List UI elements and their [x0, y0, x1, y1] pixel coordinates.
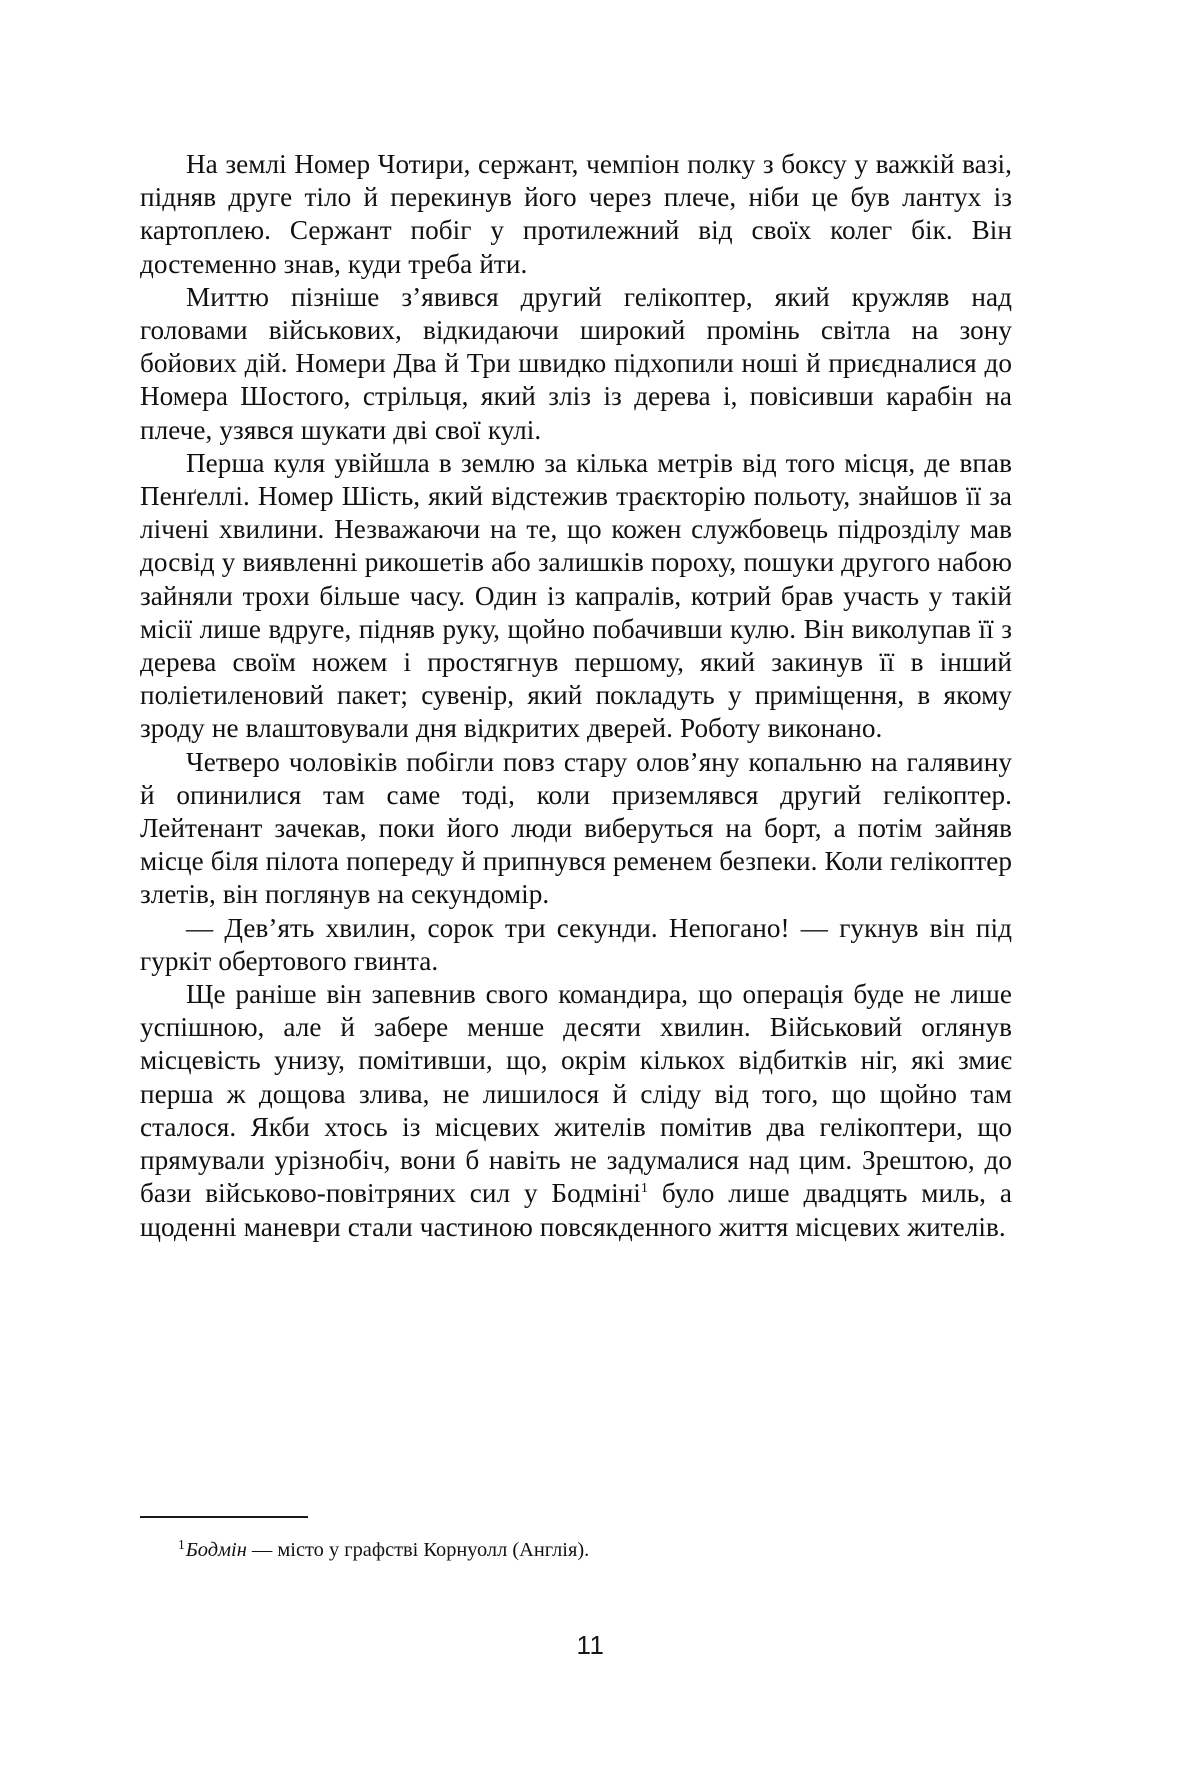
paragraph-3: Перша куля увійшла в землю за кілька метрів від того місця, де впав Пенґеллі. Номер Шість, який відстежив траєкторію польоту, знайшов її за лічені хвилини. Незважаючи на те, що кожен службовець підрозділу мав досвід у виявленні рикошетів або залишків пороху, пошуки другого набою зайняли трохи більше часу. Один із капралів, котрий брав участь у такій місії лише вдруге, підняв руку, щойно побачивши кулю. Він виколупав її з дерева своїм ножем і простягнув першому, який закинув її в інший поліетиленовий пакет; сувенір, який покладуть у приміщення, в якому зроду не влаштовували дня відкритих дверей. Роботу виконано. — [140, 447, 1012, 744]
paragraph-6 — [140, 978, 1012, 1244]
body-text-block — [140, 148, 1012, 1244]
footnote-text: — місто у графстві Корнуолл (Англія). — [246, 1539, 590, 1561]
footnote-zone — [140, 1516, 1012, 1563]
page-number: 11 — [576, 1630, 605, 1660]
paragraph-2: Миттю пізніше з’явився другий гелікоптер, який кружляв над головами військових, відкидаючи широкий промінь світла на зону бойових дій. Номери Два й Три швидко підхопили ноші й приєдналися до Номера Шостого, стрільця, який зліз із дерева і, повісивши карабін на плече, узявся шукати дві свої кулі. — [140, 281, 1012, 445]
paragraph-5-dialogue: — Дев’ять хвилин, сорок три секунди. Непогано! — гукнув він під гуркіт обертового гвинта. — [140, 912, 1012, 976]
paragraph-6-text-after-ref: було лише двадцять миль, а щоденні маневри стали частиною повсякденного життя місцевих жителів. — [140, 1178, 1012, 1242]
footnote-entry — [140, 1532, 1012, 1563]
paragraph-4: Четверо чоловіків побігли повз стару олов’яну копальню на галявину й опинилися там саме тоді, коли приземлявся другий гелікоптер. Лейтенант зачекав, поки його люди виберуться на борт, а потім зайняв місце біля пілота попереду й припнувся ременем безпеки. Коли гелікоптер злетів, він поглянув на секундомір. — [140, 746, 1012, 910]
paragraph-6-text-before-ref: Ще раніше він запевнив свого командира, що операція буде не лише успішною, але й забере менше десяти хвилин. Військовий оглянув місцевість унизу, помітивши, що, окрім кількох відбитків ніг, які змиє перша ж дощова злива, не лишилося й сліду від того, що щойно там сталося. Якби хтось із місцевих жителів помітив два гелікоптери, що прямували урізнобіч, вони б навіть не задумалися над цим. Зрештою, до бази військово-повітряних сил у Бодміні — [140, 979, 1012, 1209]
footnote-reference-marker[interactable]: 1 — [640, 1180, 649, 1197]
footnote-marker: 1 — [178, 1537, 185, 1552]
footnote-term: Бодмін — [185, 1539, 247, 1561]
footnote-separator-rule — [140, 1516, 308, 1518]
paragraph-1: На землі Номер Чотири, сержант, чемпіон полку з боксу у важкій вазі, підняв друге тіло й перекинув його через плече, ніби це був лантух із картоплею. Сержант побіг у протилежний від своїх колег бік. Він достеменно знав, куди треба йти. — [140, 149, 1012, 279]
